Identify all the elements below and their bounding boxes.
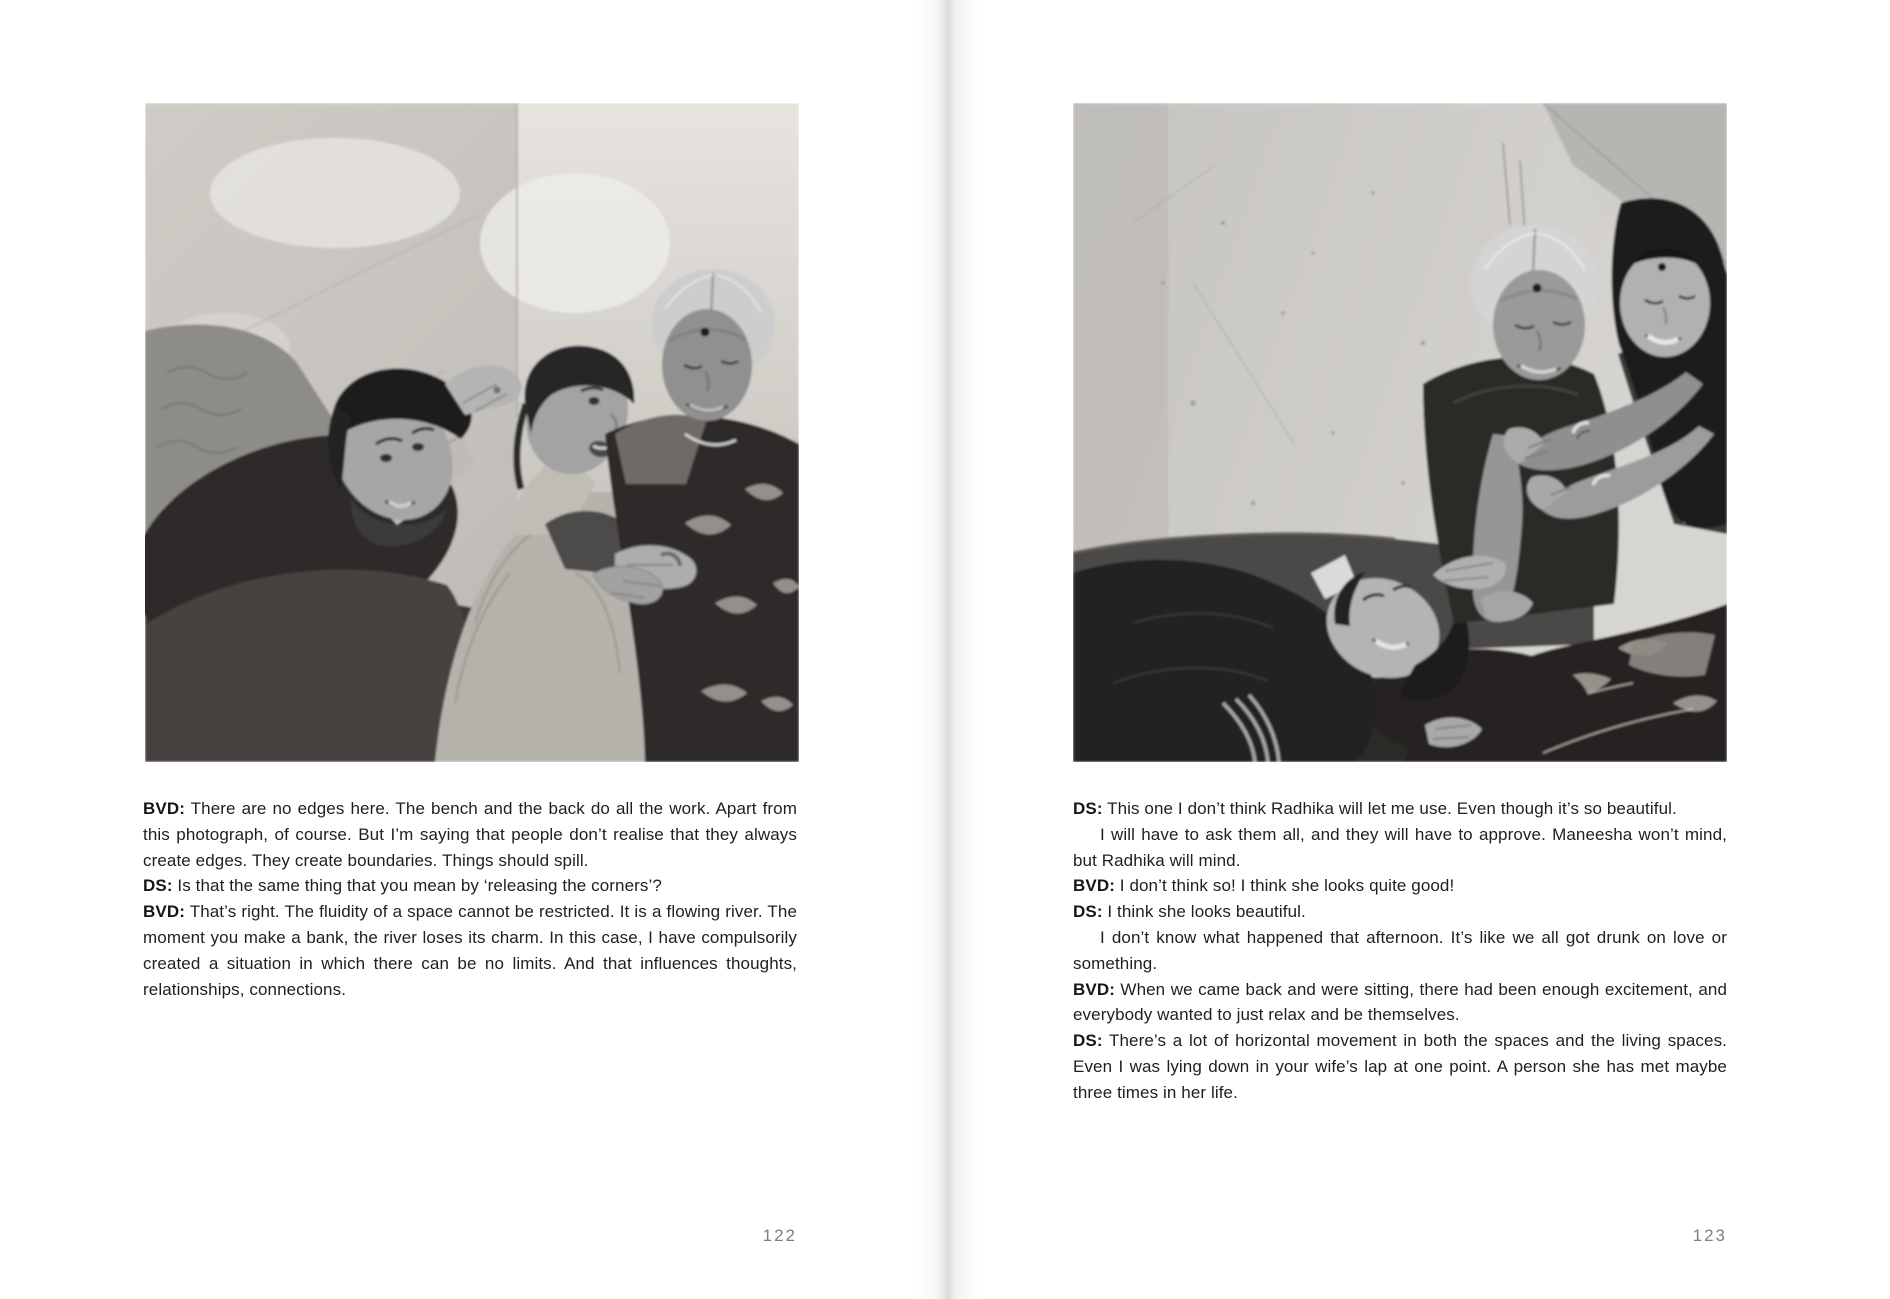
dialogue-paragraph: I will have to ask them all, and they will have to approve. Maneesha won’t mind, but Radhika will mind.: [1073, 824, 1727, 870]
speaker-label: DS:: [1073, 799, 1103, 818]
dialogue-paragraph: BVD: When we came back and were sitting, there had been enough excitement, and everybody wanted to just relax and be themselves.: [1073, 979, 1727, 1025]
speaker-label: BVD:: [1073, 979, 1115, 999]
speaker-label: DS:: [1073, 1031, 1103, 1051]
page-number-left: 122: [762, 1226, 797, 1245]
page-number-right: 123: [1692, 1226, 1727, 1245]
speaker-label: DS:: [143, 876, 173, 896]
speaker-label: BVD:: [143, 799, 185, 818]
dialogue-paragraph: DS: Is that the same thing that you mean by ‘releasing the corners’?: [143, 876, 662, 896]
dialogue-paragraph: BVD: There are no edges here. The bench and the back do all the work. Apart from this photograph, of course. But I’m saying that people don’t realise that they always create edges. They create boundaries. Things should spill.: [143, 799, 797, 870]
right-dialogue: [1073, 796, 1727, 1106]
dialogue-paragraph: DS: I think she looks beautiful.: [1073, 902, 1306, 922]
dialogue-paragraph: BVD: That’s right. The fluidity of a space cannot be restricted. It is a flowing river. The moment you make a bank, the river loses its charm. In this case, I have compulsorily created a situation in which there can be no limits. And that influences thoughts, relationships, connections.: [143, 902, 797, 999]
left-photo: [145, 103, 799, 762]
dialogue-paragraph: I don’t know what happened that afternoon. It’s like we all got drunk on love or something.: [1073, 927, 1727, 973]
right-photo-illustration: [1073, 103, 1727, 762]
speaker-label: DS:: [1073, 902, 1103, 922]
right-photo: [1073, 103, 1727, 762]
speaker-label: BVD:: [1073, 876, 1115, 896]
dialogue-paragraph: BVD: I don’t think so! I think she looks quite good!: [1073, 876, 1455, 896]
dialogue-paragraph: DS: There’s a lot of horizontal movement in both the spaces and the living spaces. Even I was lying down in your wife’s lap at one point. A person she has met maybe three times in her life.: [1073, 1031, 1727, 1102]
speaker-label: BVD:: [143, 902, 185, 922]
left-dialogue: [143, 796, 797, 1002]
left-photo-illustration: [145, 103, 799, 762]
page-gutter-shadow: [916, 0, 980, 1299]
dialogue-paragraph: DS: This one I don’t think Radhika will let me use. Even though it’s so beautiful.: [1073, 799, 1677, 818]
